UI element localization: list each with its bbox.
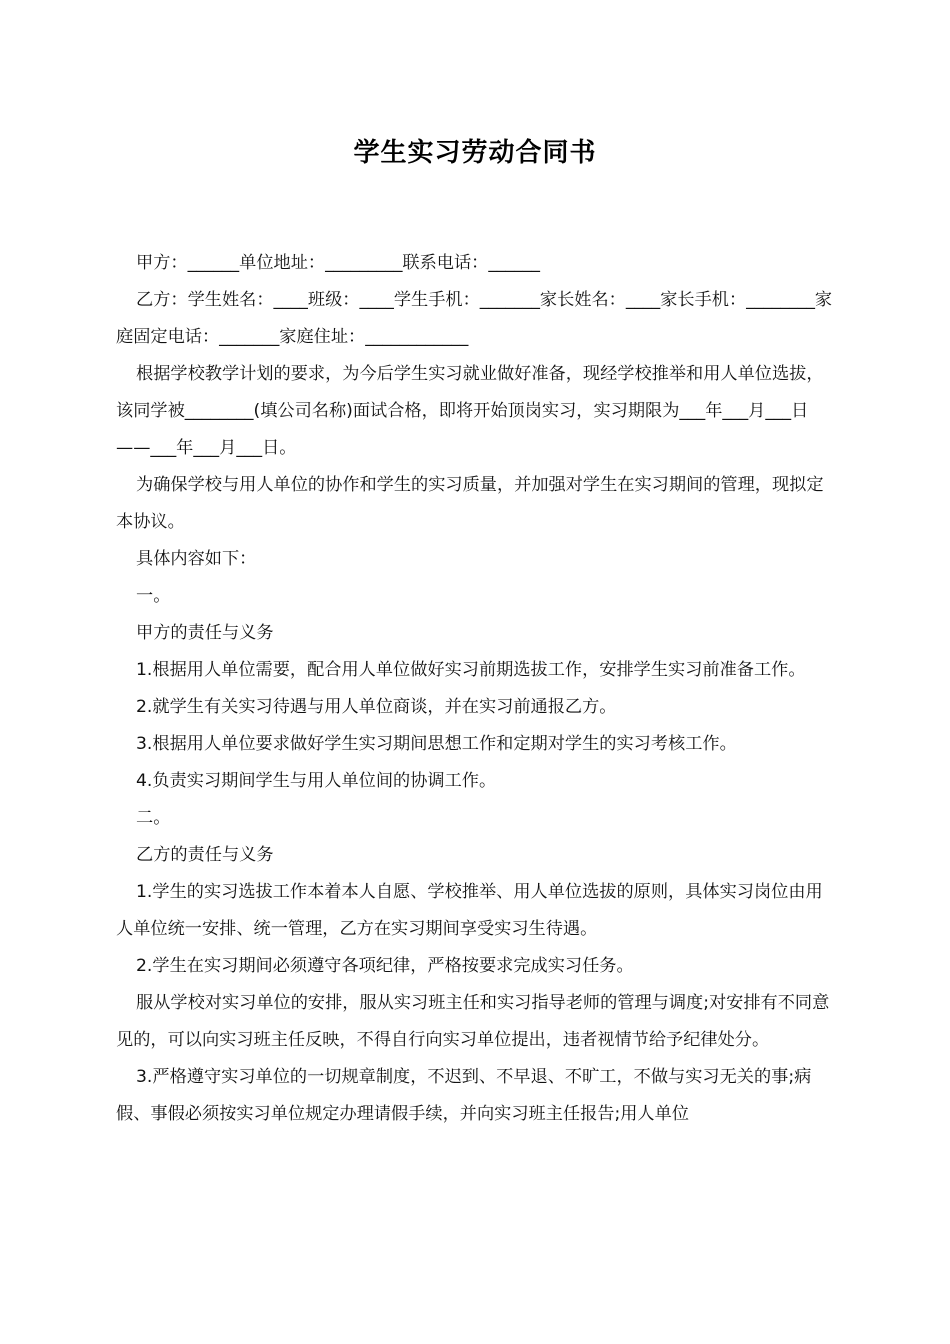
section-two-number: 二。 <box>136 808 171 828</box>
paragraph-intro: 根据学校教学计划的要求，为今后学生实习就业做好准备，现经学校推举和用人单位选拔，该同学被________(填公司名称)面试合格，即将开始顶岗实习，实习期限为___年___月___日——___年___月___日。 <box>116 364 824 458</box>
clause-b-1: 1.学生的实习选拔工作本着本人自愿、学校推举、用人单位选拔的原则，具体实习岗位由用人单位统一安排、统一管理，乙方在实习期间享受实习生待遇。 <box>116 882 823 939</box>
clause-a-3: 3.根据用人单位要求做好学生实习期间思想工作和定期对学生的实习考核工作。 <box>136 734 737 754</box>
paragraph-content-lead: 具体内容如下： <box>136 549 257 569</box>
section-one-heading: 甲方的责任与义务 <box>136 623 274 643</box>
clause-a-1: 1.根据用人单位需要，配合用人单位做好实习前期选拔工作，安排学生实习前准备工作。 <box>136 660 806 680</box>
paragraph-purpose: 为确保学校与用人单位的协作和学生的实习质量，并加强对学生在实习期间的管理，现拟定本协议。 <box>116 475 824 532</box>
party-b-info: 乙方：学生姓名：____班级：____学生手机：_______家长姓名：____家长手机：________家庭固定电话：_______家庭住址：____________ <box>116 290 833 347</box>
document-body <box>116 245 838 1133</box>
section-one-number: 一。 <box>136 586 171 606</box>
clause-b-3: 3.严格遵守实习单位的一切规章制度，不迟到、不早退、不旷工，不做与实习无关的事;病假、事假必须按实习单位规定办理请假手续，并向实习班主任报告;用人单位 <box>116 1067 812 1124</box>
clause-b-2-detail: 服从学校对实习单位的安排，服从实习班主任和实习指导老师的管理与调度;对安排有不同意见的，可以向实习班主任反映，不得自行向实习单位提出，违者视情节给予纪律处分。 <box>116 993 830 1050</box>
document-title: 学生实习劳动合同书 <box>353 138 597 168</box>
clause-b-2: 2.学生在实习期间必须遵守各项纪律，严格按要求完成实习任务。 <box>136 956 634 976</box>
clause-a-4: 4.负责实习期间学生与用人单位间的协调工作。 <box>136 771 497 791</box>
clause-a-2: 2.就学生有关实习待遇与用人单位商谈，并在实习前通报乙方。 <box>136 697 617 717</box>
party-a-info: 甲方：______单位地址：_________联系电话：______ <box>136 253 540 273</box>
section-two-heading: 乙方的责任与义务 <box>136 845 274 865</box>
